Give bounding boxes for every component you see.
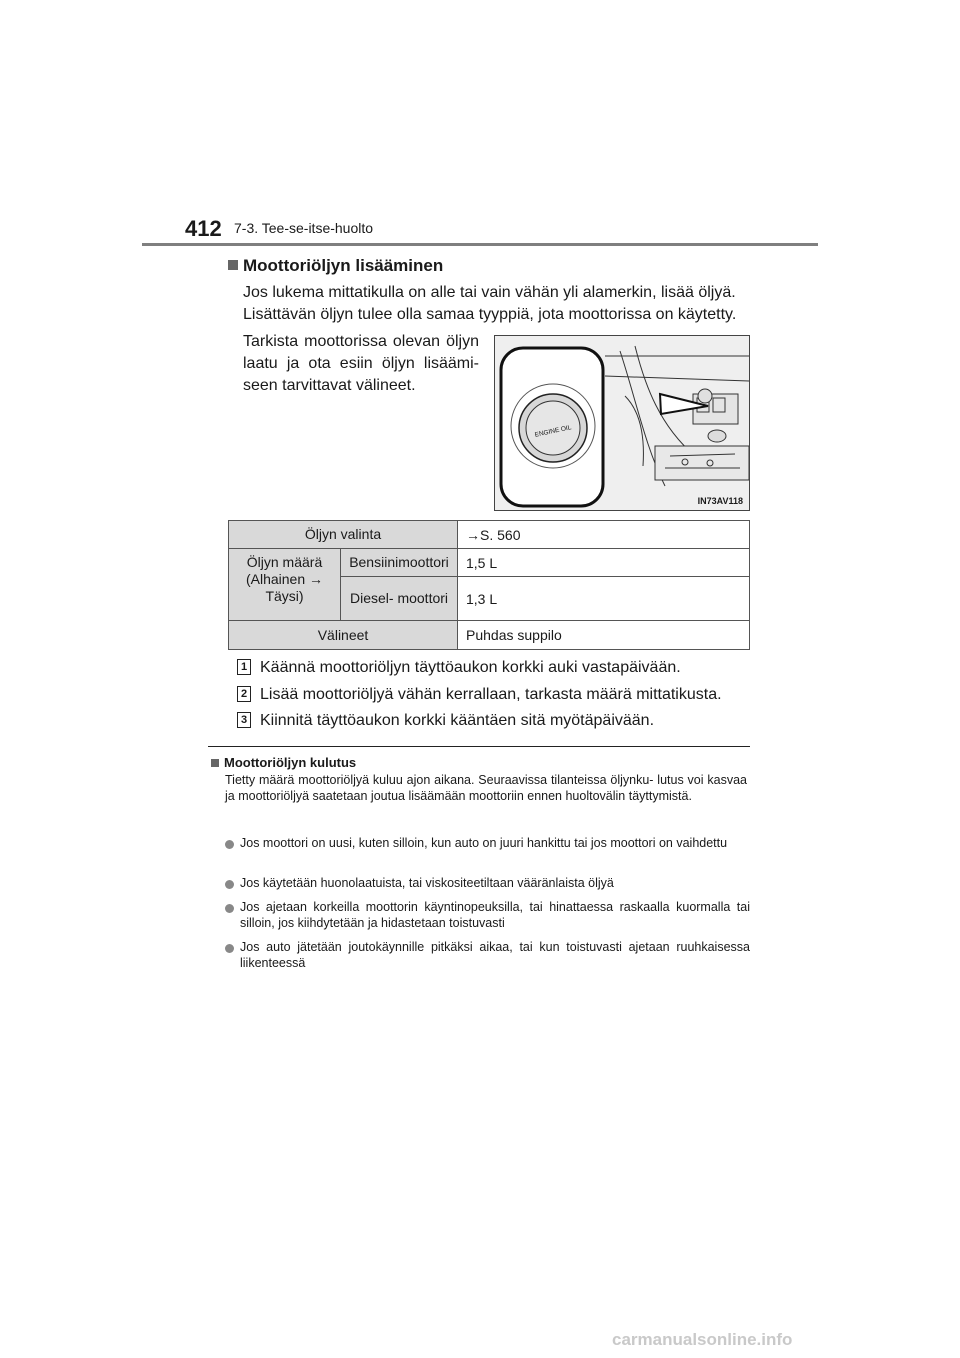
check-paragraph: Tarkista moottorissa olevan öljyn laatu ja ota esiin öljyn lisäämi- seen tarvittavat välineet. <box>243 333 479 394</box>
consumption-heading: Moottoriöljyn kulutus <box>211 755 356 770</box>
section-divider <box>208 746 750 747</box>
step-item: 3 Kiinnitä täyttöaukon korkki kääntäen sitä myötäpäivään. <box>237 711 654 731</box>
table-row <box>229 521 750 549</box>
oil-spec-table <box>228 520 750 650</box>
list-item: Jos auto jätetään joutokäynnille pitkäksi aikaa, tai kun toistuvasti ajetaan ruuhkaisessa liikenteessä <box>225 940 750 971</box>
oil-choice-value: →S. 560 <box>458 521 750 549</box>
page-number: 412 <box>185 216 222 241</box>
list-item: Jos ajetaan korkeilla moottorin käyntinopeuksilla, tai hinattaessa raskaalla kuormalla tai silloin, jos kiihdytetään ja hidastetaan toistuvasti <box>225 900 750 931</box>
step-item: 2 Lisää moottoriöljyä vähän kerrallaan, tarkasta määrä mittatikusta. <box>237 685 722 705</box>
bullet-dot-icon <box>225 944 234 953</box>
oil-choice-label: Öljyn valinta <box>229 521 458 549</box>
square-bullet-icon <box>211 759 219 767</box>
petrol-label: Bensiinimoottori <box>341 549 458 577</box>
step-item: 1 Käännä moottoriöljyn täyttöaukon korkki auki vastapäivään. <box>237 658 681 678</box>
tools-value: Puhdas suppilo <box>458 621 750 650</box>
list-item: Jos moottori on uusi, kuten silloin, kun auto on juuri hankittu tai jos moottori on vaihdettu <box>225 836 750 852</box>
engine-bay-drawing <box>495 336 749 510</box>
cap-label: ENGINE OIL <box>534 424 573 439</box>
engine-oil-cap-illustration <box>494 335 750 511</box>
header-rule <box>142 243 818 246</box>
step-number: 2 <box>237 686 251 702</box>
bullet-dot-icon <box>225 880 234 889</box>
oil-amount-label: Öljyn määrä (Alhainen → Täysi) <box>229 549 341 621</box>
list-item: Jos käytetään huonolaatuista, tai viskositeetiltaan vääränlaista öljyä <box>225 876 750 892</box>
diesel-value: 1,3 L <box>458 577 750 621</box>
footer-watermark: carmanualsonline.info <box>612 1330 793 1349</box>
step-number: 1 <box>237 659 251 675</box>
consumption-text: Tietty määrä moottoriöljyä kuluu ajon aikana. Seuraavissa tilanteissa öljynku- lutus voi kasvaa ja moottoriöljyä saatetaan joutua lisäämään moottoriin ennen huoltovälin täyttymistä. <box>225 773 747 803</box>
bullet-dot-icon <box>225 840 234 849</box>
diesel-label: Diesel- moottori <box>341 577 458 621</box>
intro-paragraph: Jos lukema mittatikulla on alle tai vain vähän yli alamerkin, lisää öljyä. Lisättävän öljyn tulee olla samaa tyyppiä, jota moottorissa on käytetty. <box>243 284 737 323</box>
petrol-value: 1,5 L <box>458 549 750 577</box>
step-number: 3 <box>237 712 251 728</box>
image-code: IN73AV118 <box>697 496 743 506</box>
table-row <box>229 549 750 577</box>
bullet-dot-icon <box>225 904 234 913</box>
chapter-title: 7-3. Tee-se-itse-huolto <box>234 220 374 236</box>
square-bullet-icon <box>228 260 238 270</box>
table-row <box>229 621 750 650</box>
section-heading: Moottoriöljyn lisääminen <box>228 256 443 276</box>
tools-label: Välineet <box>229 621 458 650</box>
